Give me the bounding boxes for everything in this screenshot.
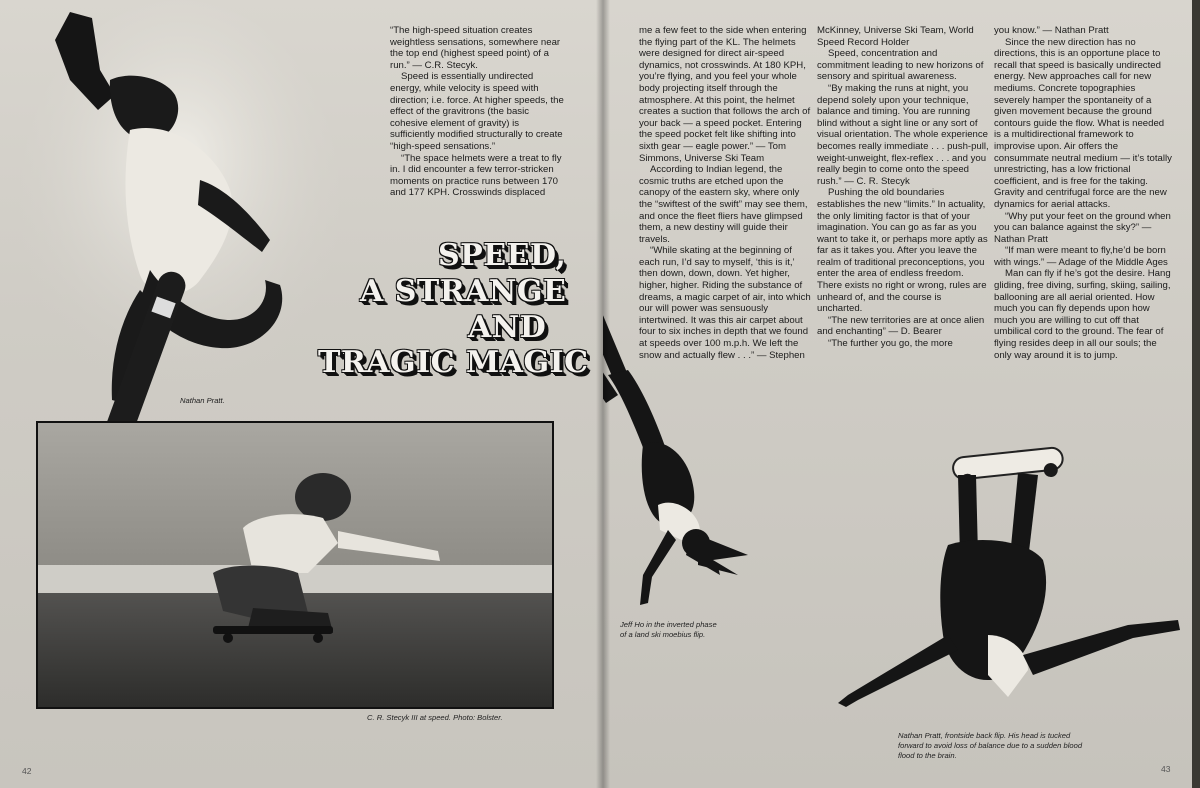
nathan-pratt-backflip-photo	[828, 435, 1198, 725]
paragraph: “Why put your feet on the ground when you can balance against the sky?” — Nathan Pratt	[994, 210, 1171, 245]
paragraph: McKinney, Universe Ski Team, World Speed Record Holder	[817, 25, 974, 48]
paragraph: Speed, concentration and commitment leading to new horizons of sensory and spiritual awareness.	[817, 48, 984, 83]
paragraph: “The space helmets were a treat to fly in. I did encounter a few terror-stricken moments on practice runs between 170 and 177 KPH. Crosswinds displaced	[390, 152, 562, 199]
paragraph: “By making the runs at night, you depend solely upon your technique, balance and timing. You are running blind without a sight line or any sort of visual orientation. The whole experience becomes really immediate . . . push-pull, weight-unweight, flex-reflex . . . and you really begin to come onto the speed rush.” — C. R. Stecyk	[817, 82, 989, 187]
paragraph: me a few feet to the side when entering the flying part of the KL. The helmets were designed for direct air-speed dynamics, not crosswinds. At 180 KPH, you’re flying, and you feel your whole body projecting itself through the atmosphere. At this point, the helmet creates a suction that follows the arch of your back — a speed pocket. Entering the speed pocket felt like shifting into sixth gear — eagle power.” — Tom Simmons, Universe Ski Team	[639, 25, 811, 164]
paragraph: “If man were meant to fly,he’d be born with wings.” — Adage of the Middle Ages	[994, 245, 1168, 268]
article-column-3	[817, 25, 989, 350]
right-page	[603, 0, 1200, 788]
page-edge	[1192, 0, 1200, 788]
caption-backflip-line-1: Nathan Pratt, frontside back flip. His head is tucked	[898, 731, 1071, 740]
caption-backflip-line-2: forward to avoid loss of balance due to a sudden blood	[898, 741, 1083, 750]
headline-line-2: A STRANGE	[360, 274, 567, 309]
paragraph: Since the new direction has no directions, this is an opportune place to recall that speed is basically undirected energy. New approaches call for new mediums. Concrete topographies severely hamper the spontaneity of a given movement because the ground contours guide the flow. What is needed is a multidirectional framework to improvise upon. Air offers the consummate neutral medium — it’s totally unrestricting, has a low frictional coefficient, and is free for the taking. Gravity and centrifugal force are the new dynamics for aerial attacks.	[994, 36, 1172, 210]
paragraph: “The further you go, the more	[828, 338, 953, 350]
page-number-right: 43	[1161, 764, 1171, 774]
jeff-ho-inverted-photo	[603, 285, 798, 615]
binding-gutter	[596, 0, 610, 788]
paragraph: “While skating at the beginning of each run, I’d say to myself, ‘this is it,’ then down, down, down. Yet higher, higher, higher. Riding the substance of dreams, a magic carpet of air, into which our will power was sensuously intertwined. It was this air carpet about four to six inches in depth that we found at speeds over 100 m.p.h. We left the snow and actually flew . . .” — Stephen	[639, 245, 811, 361]
paragraph: you know.” — Nathan Pratt	[994, 25, 1109, 36]
paragraph: Pushing the old boundaries establishes the new “limits.” In actuality, the only limiting factor is that of your imagination. You can go as far as you want to take it, or perhaps more aptly as far as it takes you. After you leave the realm of traditional preconceptions, you enter the area of endless freedom. There exists no right or wrong, rules are unheard of, and the course is uncharted.	[817, 187, 988, 315]
headline-line-1: SPEED,	[438, 238, 567, 273]
paragraph: Speed is essentially undirected energy, while velocity is speed with direction; i.e. force. At higher speeds, the effect of the gravitrons (the basic cohesive element of gravity) is sufficiently modified structurally to create “high-speed sensations.”	[390, 71, 564, 152]
paragraph: Man can fly if he’s got the desire. Hang gliding, free diving, surfing, skiing, sailing, ballooning are all aerial oriented. How much you can fly depends upon how much you are willing to cut off that umbilical cord to the ground. The fear of flying resides deep in all our souls; the only way around it is to jump.	[994, 268, 1171, 361]
article-column-4	[994, 25, 1172, 361]
headline-line-3: AND	[468, 310, 547, 345]
headline-line-4: TRAGIC MAGIC	[318, 345, 589, 380]
paragraph: According to Indian legend, the cosmic truths are etched upon the canopy of the eastern sky, where only the “swiftest of the swift” may see them, and once the fleet fliers have glimpsed them, a new destiny will guide their travels.	[639, 164, 808, 245]
article-column-1	[390, 25, 566, 199]
paragraph: “The high-speed situation creates weightless sensations, somewhere near the top end (highest speed point) of a run.” — C.R. Stecyk.	[390, 25, 561, 71]
paragraph: “The new territories are at once alien and enchanting” — D. Bearer	[817, 314, 985, 338]
stecyk-at-speed-photo	[36, 421, 554, 709]
caption-backflip-line-3: flood to the brain.	[898, 751, 957, 760]
caption-nathan-pratt: Nathan Pratt.	[180, 396, 225, 405]
caption-jeff-ho-line-2: of a land ski moebius flip.	[620, 630, 706, 639]
page-number-left: 42	[22, 766, 32, 776]
caption-jeff-ho-line-1: Jeff Ho in the inverted phase	[620, 620, 717, 629]
caption-stecyk: C. R. Stecyk III at speed. Photo: Bolster.	[367, 713, 503, 722]
